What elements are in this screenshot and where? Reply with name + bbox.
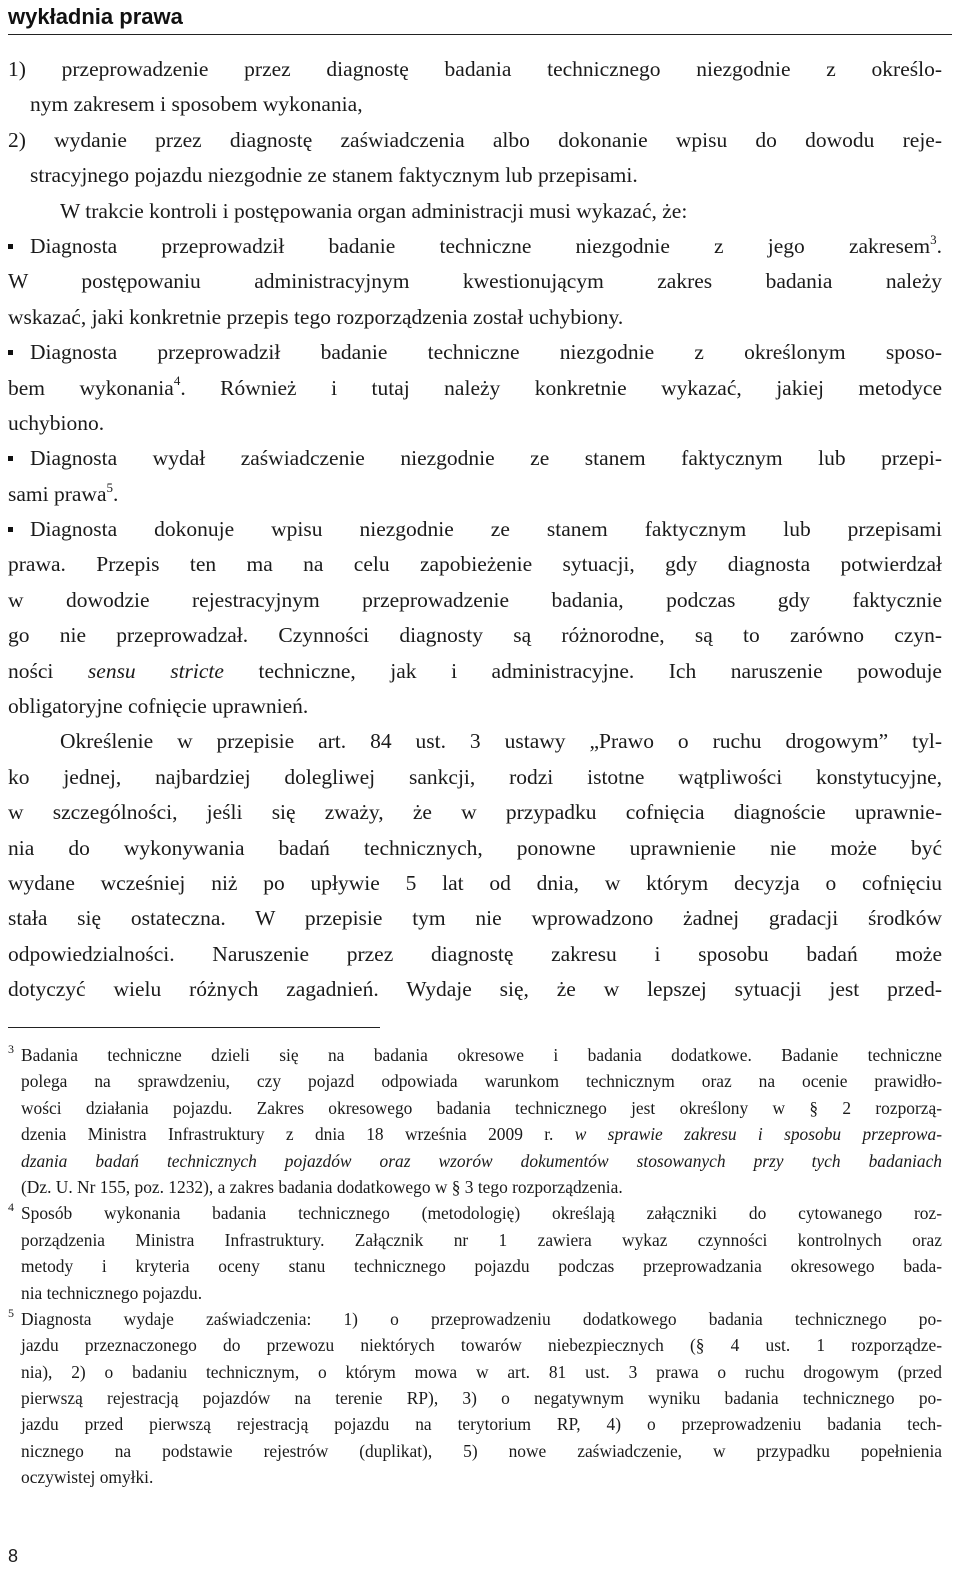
text-line: wydane wcześniej niż po upływie 5 lat od dnia, w którym decyzja o cofnięciu <box>8 870 942 895</box>
text-line: obligatoryjne cofnięcie uprawnień. <box>8 694 309 719</box>
text-span: . <box>936 233 942 258</box>
text-line: W postępowaniu administracyjnym kwestionującym zakres badania należy <box>8 269 942 294</box>
text-line: prawa. Przepis ten ma na celu zapobieżenie sytuacji, gdy diagnosta potwierdzał <box>8 552 942 577</box>
text-span: Diagnosta przeprowadził badanie techniczne niezgodnie z jego zakresem <box>30 233 931 258</box>
footnote-line: oczywistej omyłki. <box>21 1467 154 1488</box>
text-span: Sposób wykonania badania technicznego (metodologię) określają załączniki do cytowanego roz- <box>21 1203 942 1224</box>
footnote-line <box>8 1042 942 1068</box>
italic-phrase: dzania badań technicznych pojazdów oraz wzorów dokumentów stosowanych przy tych badaniach <box>21 1150 942 1171</box>
text-line: w dowodzie rejestracyjnym przeprowadzenie badania, podczas gdy faktycznie <box>8 587 942 612</box>
text-span: Diagnosta wydał zaświadczenie niezgodnie ze stanem faktycznym lub przepi- <box>30 446 942 471</box>
footnote-line: jazdu przed pierwszą rejestracją pojazdu na terytorium RP, 4) o przeprowadzeniu badania tech- <box>21 1414 942 1435</box>
text-line: stała się ostateczna. W przepisie tym nie wprowadzono żadnej gradacji środków <box>8 906 942 931</box>
footnote-line: nia technicznego pojazdu. <box>21 1282 203 1303</box>
footnote-line: wości działania pojazdu. Zakres okresowego badania technicznego jest określony w § 2 rozporzą- <box>21 1097 942 1118</box>
bullet-item <box>8 229 942 264</box>
bullet-item <box>8 512 942 547</box>
running-header <box>8 0 952 35</box>
bullet-marker <box>8 512 30 547</box>
bullet-item <box>8 441 942 476</box>
footnote-line <box>8 1148 942 1174</box>
footnote-ref: 5 <box>106 479 114 495</box>
running-header-title: wykładnia prawa <box>8 4 183 29</box>
footnote-number: 3 <box>8 1042 14 1056</box>
main-text <box>8 52 942 1008</box>
footnote-line: porządzenia Ministra Infrastruktury. Załącznik nr 1 zawiera wykaz czynności kontrolnych oraz <box>21 1229 942 1250</box>
text-span: Diagnosta wydaje zaświadczenia: 1) o przeprowadzeniu dodatkowego badania technicznego po- <box>21 1308 942 1329</box>
text-line: go nie przeprowadzał. Czynności diagnosty są różnorodne, są to zarówno czyn- <box>8 623 942 648</box>
footnote-separator <box>8 1027 380 1028</box>
text-span: . <box>113 481 119 506</box>
page-number: 8 <box>8 1546 19 1566</box>
text-line: W trakcie kontroli i postępowania organ administracji musi wykazać, że: <box>60 198 688 223</box>
text-span: sami prawa <box>8 481 107 506</box>
footnotes <box>8 1042 942 1491</box>
footnote-line <box>8 1306 942 1332</box>
text-line: Określenie w przepisie art. 84 ust. 3 ustawy „Prawo o ruchu drogowym” tyl- <box>60 729 942 754</box>
bullet-marker <box>8 229 30 264</box>
text-line: nia do wykonywania badań technicznych, ponowne uprawnienie nie może być <box>8 835 942 860</box>
footnote-ref: 3 <box>930 231 937 247</box>
text-span: dzenia Ministra Infrastruktury z dnia 18 września 2009 r. <box>21 1124 575 1145</box>
text-span: bem wykonania <box>8 375 174 400</box>
footnote-line: nicznego na podstawie rejestrów (duplikat), 5) nowe zaświadczenie, w przypadku popełnienia <box>21 1440 942 1461</box>
footnote-line: nia), 2) o badaniu technicznym, o którym mowa w art. 81 ust. 3 prawa o ruchu drogowym (przed <box>21 1361 942 1382</box>
text-line: 2) wydanie przez diagnostę zaświadczenia albo dokonanie wpisu do dowodu reje- <box>8 127 942 152</box>
text-span: techniczne, jak i administracyjne. Ich naruszenie powoduje <box>223 658 942 683</box>
footnote-line: metody i kryteria oceny stanu technicznego pojazdu podczas przeprowadzania okresowego bada- <box>21 1256 942 1277</box>
footnote-line: (Dz. U. Nr 155, poz. 1232), a zakres badania dodatkowego w § 3 tego rozporządzenia. <box>21 1176 623 1197</box>
text-line <box>8 654 942 689</box>
bullet-item <box>8 335 942 370</box>
text-line: stracyjnego pojazdu niezgodnie ze stanem faktycznym lub przepisami. <box>30 163 638 188</box>
text-line: 1) przeprowadzenie przez diagnostę badania technicznego niezgodnie z określo- <box>8 57 942 81</box>
footnote-line: polega na sprawdzeniu, czy pojazd odpowiada warunkom technicznym oraz na ocenie prawidło- <box>21 1071 942 1092</box>
footnote-line <box>8 1200 942 1226</box>
text-line <box>8 371 942 406</box>
text-line: uchybiono. <box>8 410 105 435</box>
text-line: ko jednej, najbardziej dolegliwej sankcji, rodzi istotne wątpliwości konstytucyjne, <box>8 764 942 789</box>
text-line: nym zakresem i sposobem wykonania, <box>30 92 363 117</box>
text-line: odpowiedzialności. Naruszenie przez diagnostę zakresu i sposobu badań może <box>8 941 942 966</box>
text-line: dotyczyć wielu różnych zagadnień. Wydaje się, że w lepszej sytuacji jest przed- <box>8 977 942 1002</box>
footnote-line: pierwszą rejestracją pojazdów na terenie RP), 3) o negatywnym wyniku badania technicznego po- <box>21 1388 942 1409</box>
text-span: Diagnosta przeprowadził badanie techniczne niezgodnie z określonym sposo- <box>30 340 942 365</box>
italic-phrase: w sprawie zakresu i sposobu przeprowa- <box>574 1124 942 1145</box>
text-line <box>8 477 942 512</box>
text-line: w szczególności, jeśli się zważy, że w przypadku cofnięcia diagnoście uprawnie- <box>8 800 942 825</box>
text-span: Diagnosta dokonuje wpisu niezgodnie ze stanem faktycznym lub przepisami <box>30 517 942 542</box>
bullet-marker <box>8 441 30 476</box>
text-span: ności <box>8 658 88 683</box>
text-span: Badania techniczne dzieli się na badania okresowe i badania dodatkowe. Badanie techniczne <box>21 1045 942 1065</box>
footnote-number: 5 <box>8 1305 14 1320</box>
footnote-line <box>8 1121 942 1147</box>
bullet-marker <box>8 335 30 370</box>
text-span: . Również i tutaj należy konkretnie wykazać, jakiej metodyce <box>180 375 942 400</box>
text-line: wskazać, jaki konkretnie przepis tego rozporządzenia został uchybiony. <box>8 304 624 329</box>
footnote-ref: 4 <box>173 373 181 389</box>
footnote-line: jazdu przeznaczonego do przewozu niektórych towarów niebezpiecznych (§ 4 ust. 1 rozporządze- <box>21 1335 942 1356</box>
italic-phrase: sensu stricte <box>87 658 224 683</box>
footnote-number: 4 <box>8 1200 14 1215</box>
